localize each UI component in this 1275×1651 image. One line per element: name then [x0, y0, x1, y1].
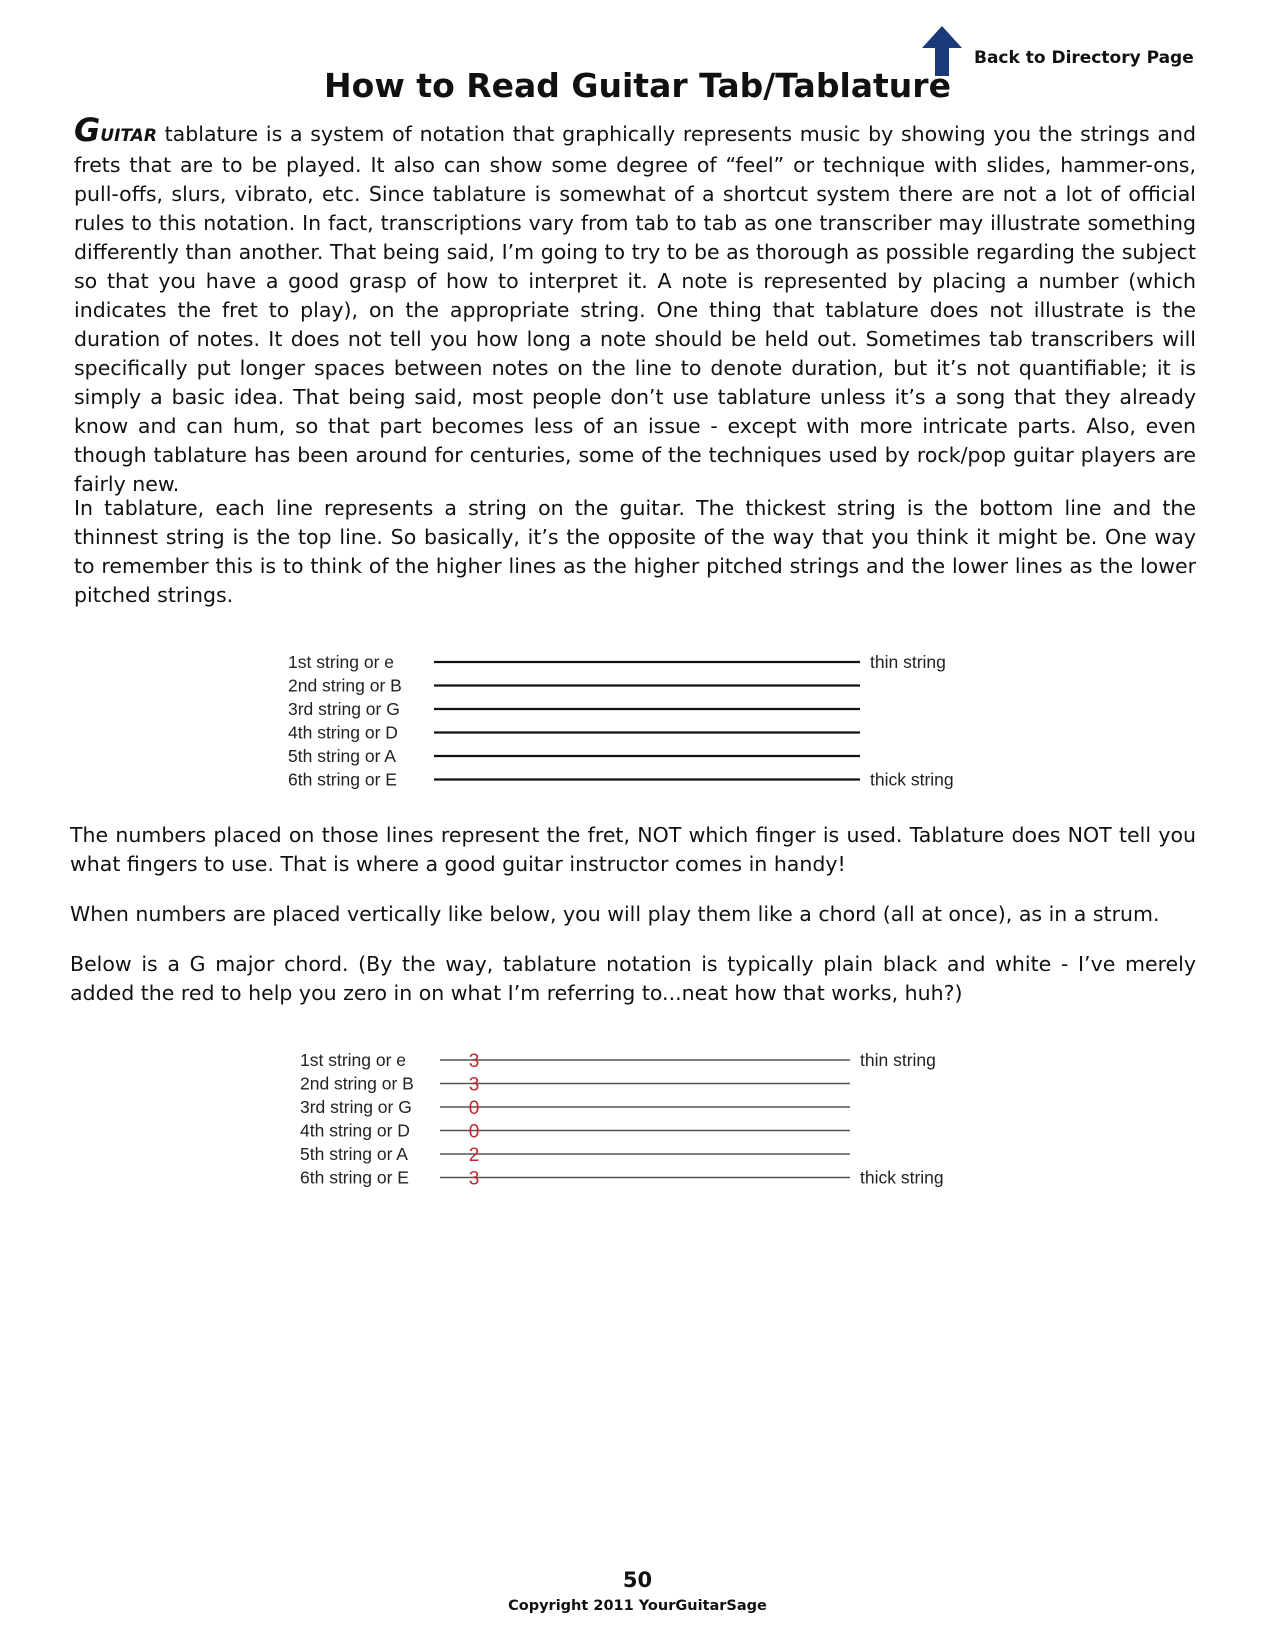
thick-string-label: thick string — [870, 769, 954, 790]
fret-number-5: 2 — [468, 1145, 480, 1166]
tab-string-label-5: 5th string or A — [288, 746, 396, 766]
tab-string-label-4: 4th string or D — [288, 722, 398, 743]
numbers-paragraph: The numbers placed on those lines represent the fret, NOT which finger is used. Tablature does NOT tell you what fingers to use. That is where a good guitar instructor comes in handy! — [70, 823, 1196, 876]
g-chord-tab-diagram — [300, 1046, 1020, 1196]
tab-string-label-6: 6th string or E — [288, 769, 397, 790]
thick-string-label: thick string — [860, 1167, 944, 1188]
tab-staff-diagram — [288, 648, 1008, 798]
thin-string-label: thin string — [860, 1050, 936, 1070]
tab-string-label-4: 4th string or D — [300, 1120, 410, 1141]
tab-string-label-2: 2nd string or B — [288, 675, 402, 696]
g-chord-paragraph: Below is a G major chord. (By the way, tablature notation is typically plain black and white - I’ve merely added the red to help you zero in on what I’m referring to...neat how that works, huh?) — [70, 952, 1196, 1005]
fret-number-6: 3 — [468, 1168, 480, 1190]
dropcap-letter: G — [74, 111, 101, 149]
tab-string-label-3: 3rd string or G — [288, 699, 400, 719]
tab-string-label-3: 3rd string or G — [300, 1097, 412, 1117]
fret-number-2: 3 — [468, 1074, 480, 1096]
intro-paragraph — [74, 111, 1196, 499]
page-number: 50 — [622, 1568, 653, 1592]
tab-string-label-1: 1st string or e — [300, 1050, 407, 1070]
fret-number-4: 0 — [468, 1121, 480, 1143]
strings-paragraph: In tablature, each line represents a string on the guitar. The thickest string is the bottom line and the thinnest string is the top line. So basically, it’s the opposite of the way that you think it might be. One way to remember this is to think of the higher lines as the higher pitched strings and the lower lines as the lower pitched strings. — [74, 496, 1196, 607]
tab-string-label-5: 5th string or A — [300, 1144, 408, 1164]
copyright-notice: Copyright 2011 YourGuitarSage — [508, 1598, 767, 1614]
tab-string-label-2: 2nd string or B — [300, 1073, 414, 1094]
fret-number-1: 3 — [468, 1051, 480, 1072]
fret-number-3: 0 — [468, 1098, 480, 1119]
back-to-directory-label: Back to Directory Page — [974, 48, 1194, 68]
tab-string-label-1: 1st string or e — [288, 652, 395, 672]
dropcap-word-rest: UITAR — [100, 126, 157, 146]
page-title: How to Read Guitar Tab/Tablature — [324, 66, 951, 105]
thin-string-label: thin string — [870, 652, 946, 672]
tab-string-label-6: 6th string or E — [300, 1167, 409, 1188]
intro-text: tablature is a system of notation that graphically represents music by showing you the strings and frets that are to be played. It also can show some degree of “feel” or technique with slides, hammer-ons, pull-offs, slurs, vibrato, etc. Since tablature is somewhat of a shortcut system there are not a lot of official rules to this notation. In fact, transcriptions vary from tab to tab as one transcriber may illustrate something differently than another. That being said, I’m going to try to be as thorough as possible regarding the subject so that you have a good grasp of how to interpret it. A note is represented by placing a number (which indicates the fret to play), on the appropriate string. One thing that tablature does not illustrate is the duration of notes. It does not tell you how long a note should be held out. Sometimes tab transcribers will specifically put longer spaces between notes on the line to denote duration, but it’s not quantifiable; it is simply a basic idea. That being said, most people don’t use tablature unless it’s a song that they already know and can hum, so that part becomes less of an issue - except with more intricate parts. Also, even though tablature has been around for centuries, some of the techniques used by rock/pop guitar players are fairly new. — [74, 122, 1196, 496]
vertical-paragraph: When numbers are placed vertically like below, you will play them like a chord (all at once), as in a strum. — [70, 902, 1160, 926]
